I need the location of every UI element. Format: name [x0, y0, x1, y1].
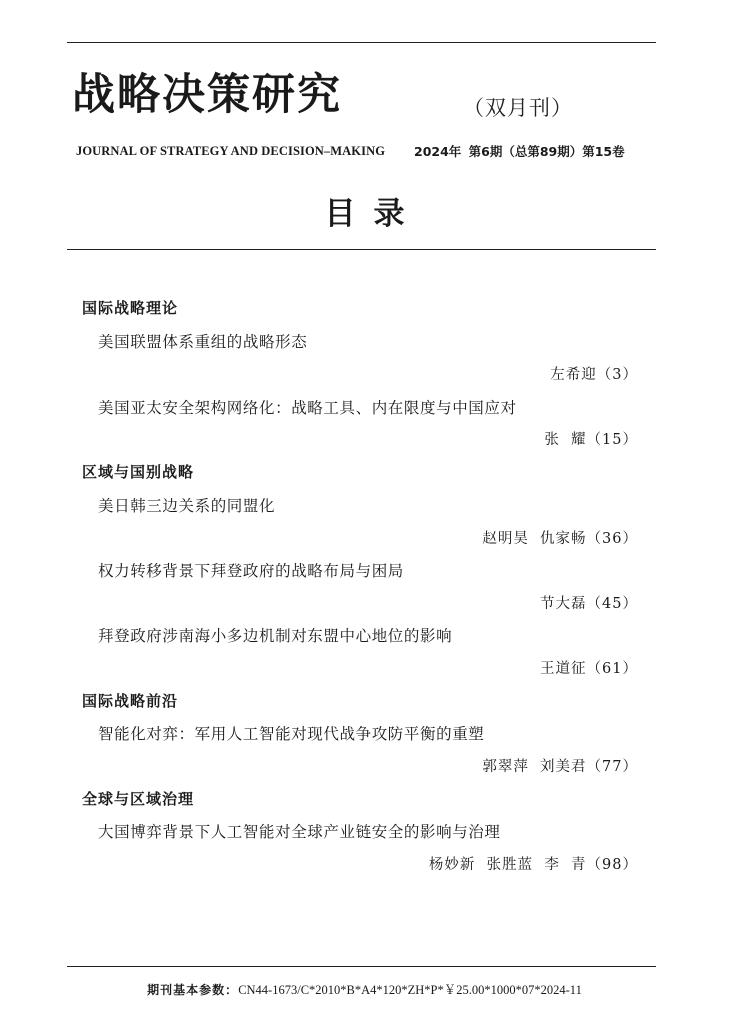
publication-frequency: （双月刊）: [463, 96, 573, 120]
article-authors: 郭翠萍 刘美君（77）: [482, 759, 638, 775]
journal-parameters: [0, 980, 729, 998]
section-title: 国际战略理论: [82, 299, 179, 317]
article-title-link[interactable]: 智能化对弈：军用人工智能对现代战争攻防平衡的重塑: [98, 725, 485, 743]
article-authors: 杨妙新 张胜蓝 李 青（98）: [428, 857, 638, 873]
article-title-link[interactable]: 美国联盟体系重组的战略形态: [98, 333, 308, 351]
article-title-link[interactable]: 美国亚太安全架构网络化：战略工具、内在限度与中国应对: [98, 399, 517, 417]
toc-heading: 目录: [324, 196, 423, 232]
article-title-link[interactable]: 权力转移背景下拜登政府的战略布局与困局: [98, 562, 404, 580]
parameters-value: CN44-1673/C*2010*B*A4*120*ZH*P*￥25.00*1000*07*2024-11: [238, 983, 582, 997]
section-title: 全球与区域治理: [82, 790, 195, 808]
article-title-link[interactable]: 拜登政府涉南海小多边机制对东盟中心地位的影响: [98, 627, 453, 645]
article-authors: 王道征（61）: [540, 661, 638, 677]
journal-english-title: JOURNAL OF STRATEGY AND DECISION–MAKING: [76, 144, 386, 158]
journal-title: 战略决策研究: [72, 70, 342, 120]
article-title-link[interactable]: 美日韩三边关系的同盟化: [98, 497, 276, 515]
article-authors: 左希迎（3）: [550, 367, 638, 383]
parameters-label: 期刊基本参数：: [147, 983, 239, 997]
section-title: 区域与国别战略: [82, 463, 195, 481]
footer-rule: [67, 966, 656, 967]
article-authors: 张 耀（15）: [544, 432, 638, 448]
article-authors: 节大磊（45）: [540, 596, 638, 612]
article-authors: 赵明昊 仇家畅（36）: [482, 531, 638, 547]
article-title-link[interactable]: 大国博弈背景下人工智能对全球产业链安全的影响与治理: [98, 823, 501, 841]
section-title: 国际战略前沿: [82, 692, 179, 710]
issue-info: 2024年 第6期（总第89期）第15卷: [414, 144, 625, 159]
